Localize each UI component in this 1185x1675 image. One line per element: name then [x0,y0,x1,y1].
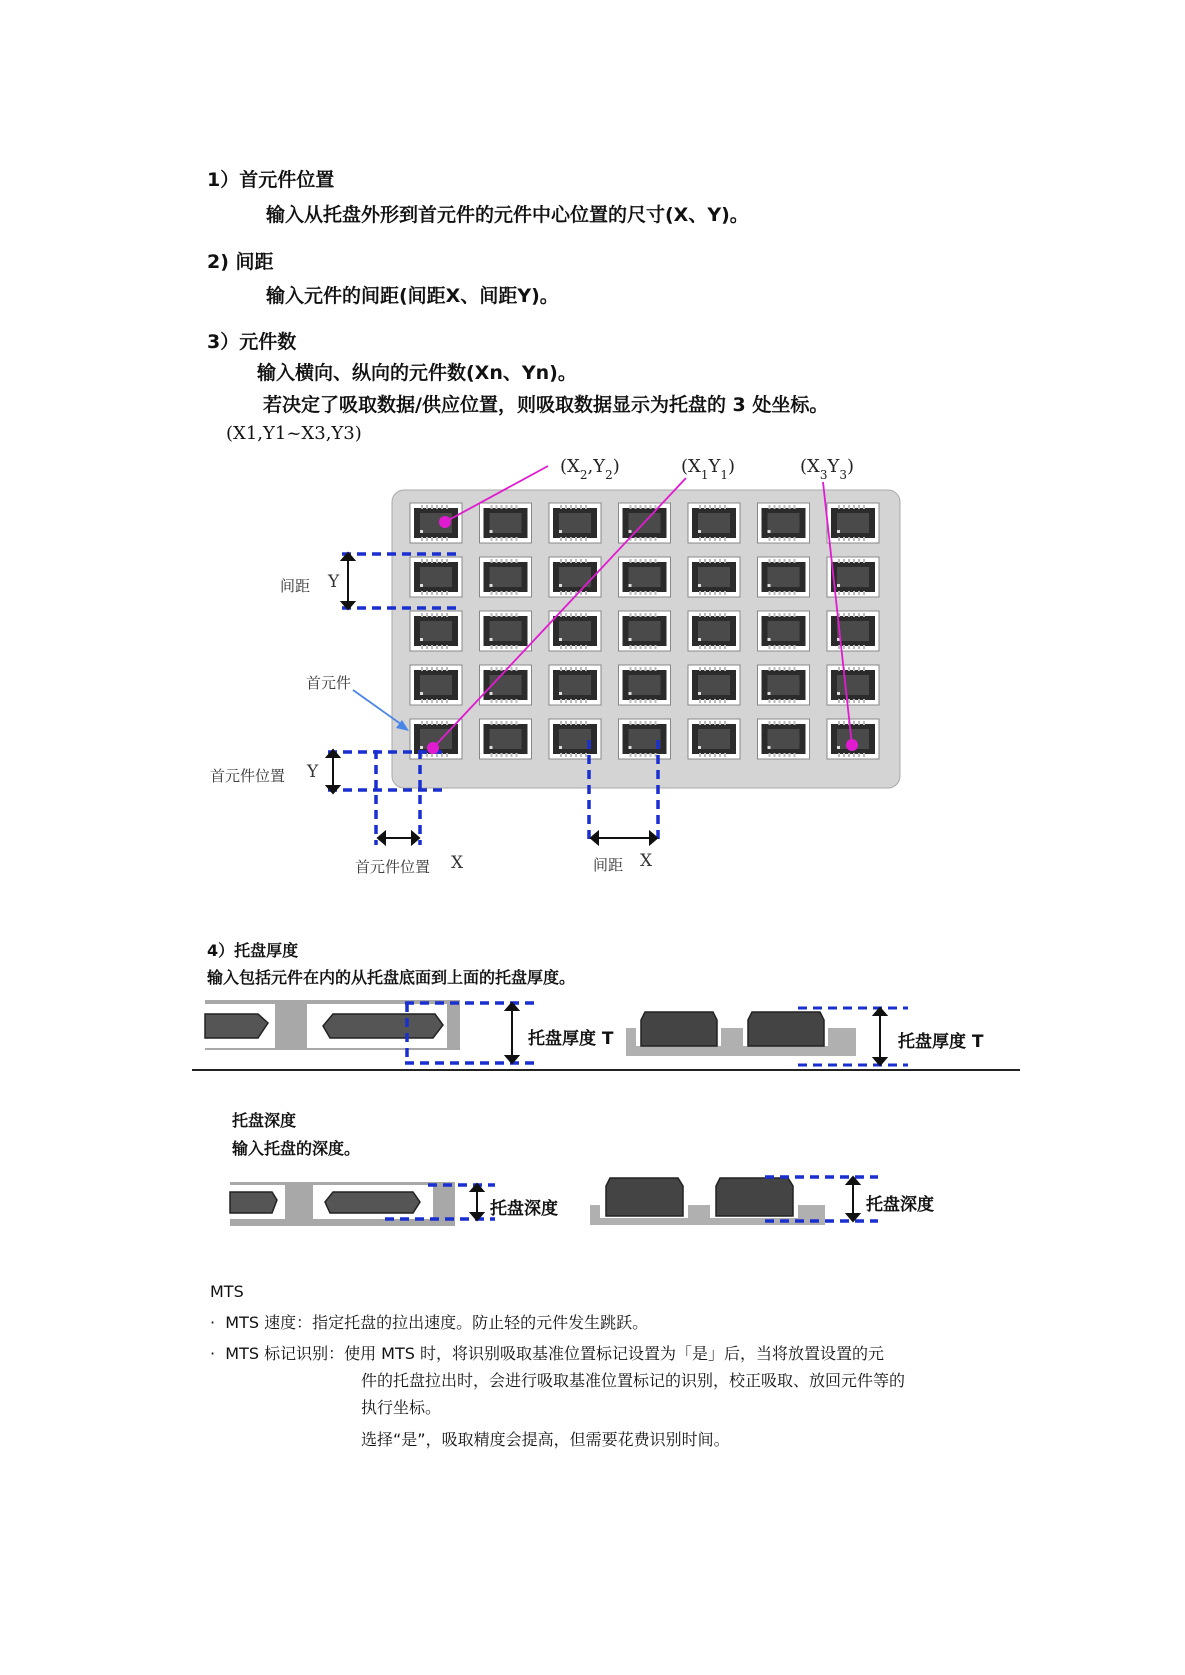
section-5-description: 输入托盘的深度。 [232,1139,361,1158]
depth-label-right: 托盘深度 [866,1195,934,1215]
mts-bullet-2-text: MTS 标记识别：使用 MTS 时，将识别吸取基准位置标记设置为「是」后，当将放置设置的元 [225,1344,884,1363]
tray-component [549,503,601,543]
first-component-label: 首元件 [306,674,352,692]
callout-x2y2: $(X_2,Y_2)$ [560,456,620,482]
first-position-x-letter: X [451,853,464,873]
mts-bullet-1-text: MTS 速度：指定托盘的拉出速度。防止轻的元件发生跳跃。 [225,1313,649,1332]
section-3-description-2: 若决定了吸取数据/供应位置，则吸取数据显示为托盘的 3 处坐标。 [263,394,829,416]
tray-component [688,557,740,597]
mts-bullet-2: · MTS 标记识别：使用 MTS 时，将识别吸取基准位置标记设置为「是」后，当将放置设置的元 [210,1344,884,1363]
tray-component [758,503,810,543]
section-1-description: 输入从托盘外形到首元件的元件中心位置的尺寸(X、Y)。 [266,204,749,226]
pitch-y-letter: Y [328,572,340,592]
tray-component [619,611,671,651]
tray-component [827,665,879,705]
mts-bullet-1: · MTS 速度：指定托盘的拉出速度。防止轻的元件发生跳跃。 [210,1313,649,1332]
first-position-y-label: 首元件位置 [210,767,286,785]
mts-title: MTS [210,1282,244,1301]
mts-bullet-2-line-4: 选择“是”，吸取精度会提高，但需要花费识别时间。 [361,1430,730,1449]
tray-component [827,719,879,759]
pitch-y-label: 间距 [280,577,311,595]
tray-component [410,611,462,651]
thickness-label-left: 托盘厚度 T [528,1029,614,1049]
mts-bullet-2-line-2: 件的托盘拉出时，会进行吸取基准位置标记的识别，校正吸取、放回元件等的 [361,1371,906,1390]
thickness-label-right: 托盘厚度 T [898,1032,984,1052]
section-4-heading: 4）托盘厚度 [207,941,299,960]
tray-component [758,719,810,759]
tray-component [758,611,810,651]
pitch-x-label: 间距 [593,856,624,874]
tray-component [688,719,740,759]
section-2-heading: 2) 间距 [207,251,274,273]
section-3-heading: 3）元件数 [207,331,297,353]
callout-x1y1: $(X_1Y_1)$ [681,456,736,482]
tray-component [827,503,879,543]
section-5-heading: 托盘深度 [232,1111,297,1130]
section-4-description: 输入包括元件在内的从托盘底面到上面的托盘厚度。 [207,968,576,987]
section-3-description-1: 输入横向、纵向的元件数(Xn、Yn)。 [257,362,577,384]
mts-bullet-2-line-3: 执行坐标。 [361,1398,442,1417]
component-grid [410,503,879,759]
tray-component [688,611,740,651]
tray-component [410,665,462,705]
tray-component [688,503,740,543]
pitch-x-letter: X [640,851,653,871]
coordinate-note: (X1,Y1~X3,Y3) [226,423,362,444]
tray-component [549,719,601,759]
tray-component [758,665,810,705]
tray-component [619,557,671,597]
tray-component [480,611,532,651]
tray-component [827,611,879,651]
depth-label-left: 托盘深度 [490,1199,558,1219]
first-position-y-letter: Y [307,762,319,782]
tray-component [480,557,532,597]
section-2-description: 输入元件的间距(间距X、间距Y)。 [266,285,559,307]
tray-component [619,665,671,705]
tray-component [758,557,810,597]
tray-component [480,503,532,543]
tray-component [480,719,532,759]
tray-depth-diagram [0,1170,1185,1240]
first-position-x-label: 首元件位置 [355,858,431,876]
tray-component [619,719,671,759]
tray-component [688,665,740,705]
tray-component [410,503,462,543]
pitch-y-arrow [342,553,354,609]
callout-x3y3: $(X_3Y_3)$ [800,456,855,482]
section-1-heading: 1）首元件位置 [207,169,335,191]
tray-component [549,665,601,705]
tray-component [410,557,462,597]
